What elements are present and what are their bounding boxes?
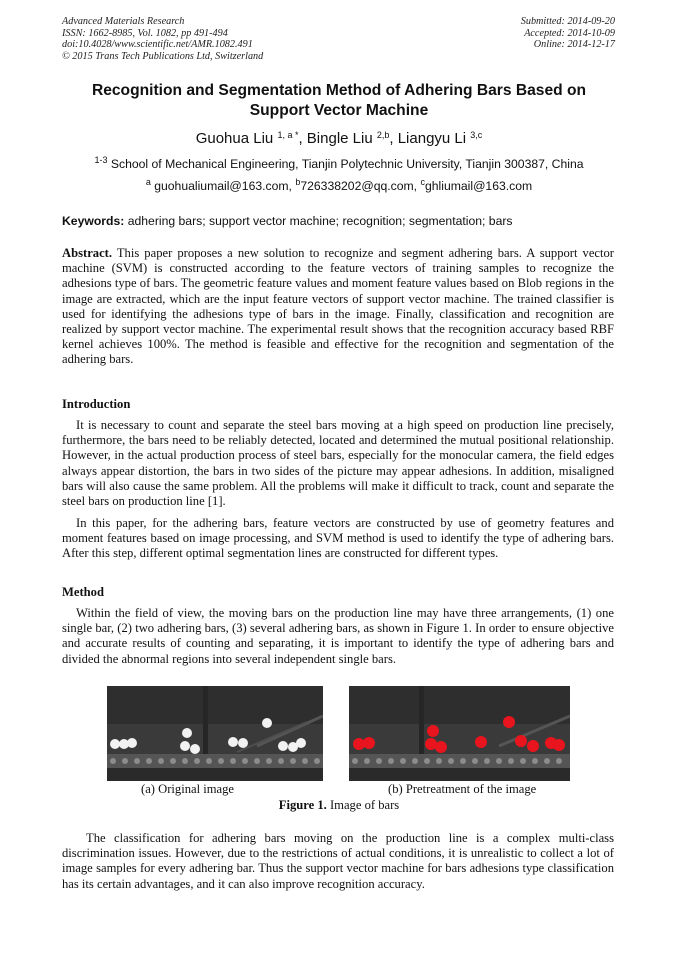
figure-pretreated-image <box>349 686 570 781</box>
copyright-line: © 2015 Trans Tech Publications Ltd, Switzerland <box>62 50 264 62</box>
affiliation-text: School of Mechanical Engineering, Tianjin Polytechnic University, Tianjin 300387, China <box>110 157 584 171</box>
figure-subcaption-a: (a) Original image <box>141 782 235 796</box>
abstract-label: Abstract. <box>62 246 113 260</box>
journal-header <box>62 16 263 62</box>
email-address: ghliumail@163.com <box>424 179 533 193</box>
author-name: Guohua Liu <box>195 130 274 147</box>
online-date: Online: 2014-12-17 <box>533 39 615 50</box>
email-sup: b <box>295 177 301 187</box>
issn-line: ISSN: 1662-8985, Vol. 1082, pp 491-494 <box>62 27 228 39</box>
title-line-2: Support Vector Machine <box>249 102 429 119</box>
doi-line: doi:10.4028/www.scientific.net/AMR.1082.491 <box>62 39 253 50</box>
method-paragraph-2: The classification for adhering bars moving on the production line is a complex multi-class discrimination issues. However, due to the restrictions of actual conditions, it is unrealistic to collect a lot of image samples for every adhering bar. Thus the support vector machine for bars adhesions type classification has its certain advantages, and it can also improve recognition accuracy. <box>62 831 614 891</box>
author-list: Guohua Liu $^{1, a *}$, Bingle Liu $^{2,b}$, Liangyu Li $^{3,c}$ <box>195 130 483 147</box>
pretreated-image-graphic <box>349 686 570 781</box>
figure-label: Figure 1. <box>278 798 327 812</box>
keywords-label: Keywords: <box>62 214 125 228</box>
author-name: Bingle Liu <box>306 130 373 147</box>
journal-name: Advanced Materials Research <box>62 16 185 27</box>
dates-header <box>521 16 615 51</box>
email-sup: a <box>145 177 151 187</box>
intro-paragraph-1: It is necessary to count and separate the steel bars moving at a high speed on production line precisely, furthermore, the bars need to be reliably detected, located and determined the mutual positional relationship. However, in the actual production process of steel bars, especially for the monocular camera, the field edges always appear distortion, the bars in two sides of the picture may appear adhesions. In addition, misaligned bars will also cause the same problem. All the problems will make it difficult to track, count and separate the steel bars on production line [1]. <box>62 418 614 509</box>
abstract-text: This paper proposes a new solution to recognize and segment adhering bars. A support vector machine (SVM) is constructed according to the feature vectors of training samples to recognize the adhesions type of bars. The geometric feature values and moment feature values based on Blob regions in the image are extracted, which are the input feature vectors of support vector machine. The trained classifier is used for identifying the adhesions type of bars in the image. Finally, classification and recognition are realized by support vector machine. The experimental result shows that the recognition accuracy based RBF kernel achieves 100%. The method is feasible and effective for the recognition and segmentation of the adhering bars. <box>62 246 615 367</box>
affiliation-sup: 1-3 <box>94 155 108 165</box>
figure-caption-text: Image of bars <box>329 798 400 812</box>
keywords <box>62 213 616 229</box>
title-line-1: Recognition and Segmentation Method of Adhering Bars Based on <box>91 82 587 99</box>
author-sup: 2,b <box>376 130 390 140</box>
figure-subcaption-b: (b) Pretreatment of the image <box>388 782 537 796</box>
email-sup: c <box>420 177 425 187</box>
email-address: 726338202@qq.com, <box>300 179 418 193</box>
email-address: guohualiumail@163.com, <box>154 179 292 193</box>
paper-title <box>62 81 616 121</box>
email-list <box>62 178 616 194</box>
submitted-date: Submitted: 2014-09-20 <box>520 16 615 27</box>
accepted-date: Accepted: 2014-10-09 <box>524 27 615 39</box>
section-heading-method: Method <box>62 585 104 599</box>
figure-original-image <box>107 686 323 781</box>
abstract <box>62 246 614 368</box>
intro-paragraph-2: In this paper, for the adhering bars, feature vectors are constructed by use of geometry features and moment features based on image processing, and SVM method is used to identify the type of adhering bars. After this step, different optimal segmentation lines are constructed for different types. <box>62 516 614 561</box>
affiliation <box>62 156 616 172</box>
keywords-text: adhering bars; support vector machine; recognition; segmentation; bars <box>127 214 513 228</box>
author-sup: 3,c <box>470 130 483 140</box>
method-paragraph-1: Within the field of view, the moving bars on the production line may have three arrangements, (1) one single bar, (2) two adhering bars, (3) several adhering bars, as shown in Figure 1. In order to ensure objective and accurate results of counting and separating, it is important to identify the type of adhering bars and divided the abnormal regions into several independent single bars. <box>62 606 614 666</box>
original-image-graphic <box>107 686 323 781</box>
author-sup: 1, a * <box>277 130 299 140</box>
author-name: Liangyu Li <box>397 130 467 147</box>
figure-caption <box>62 798 616 813</box>
section-heading-introduction: Introduction <box>62 397 131 411</box>
